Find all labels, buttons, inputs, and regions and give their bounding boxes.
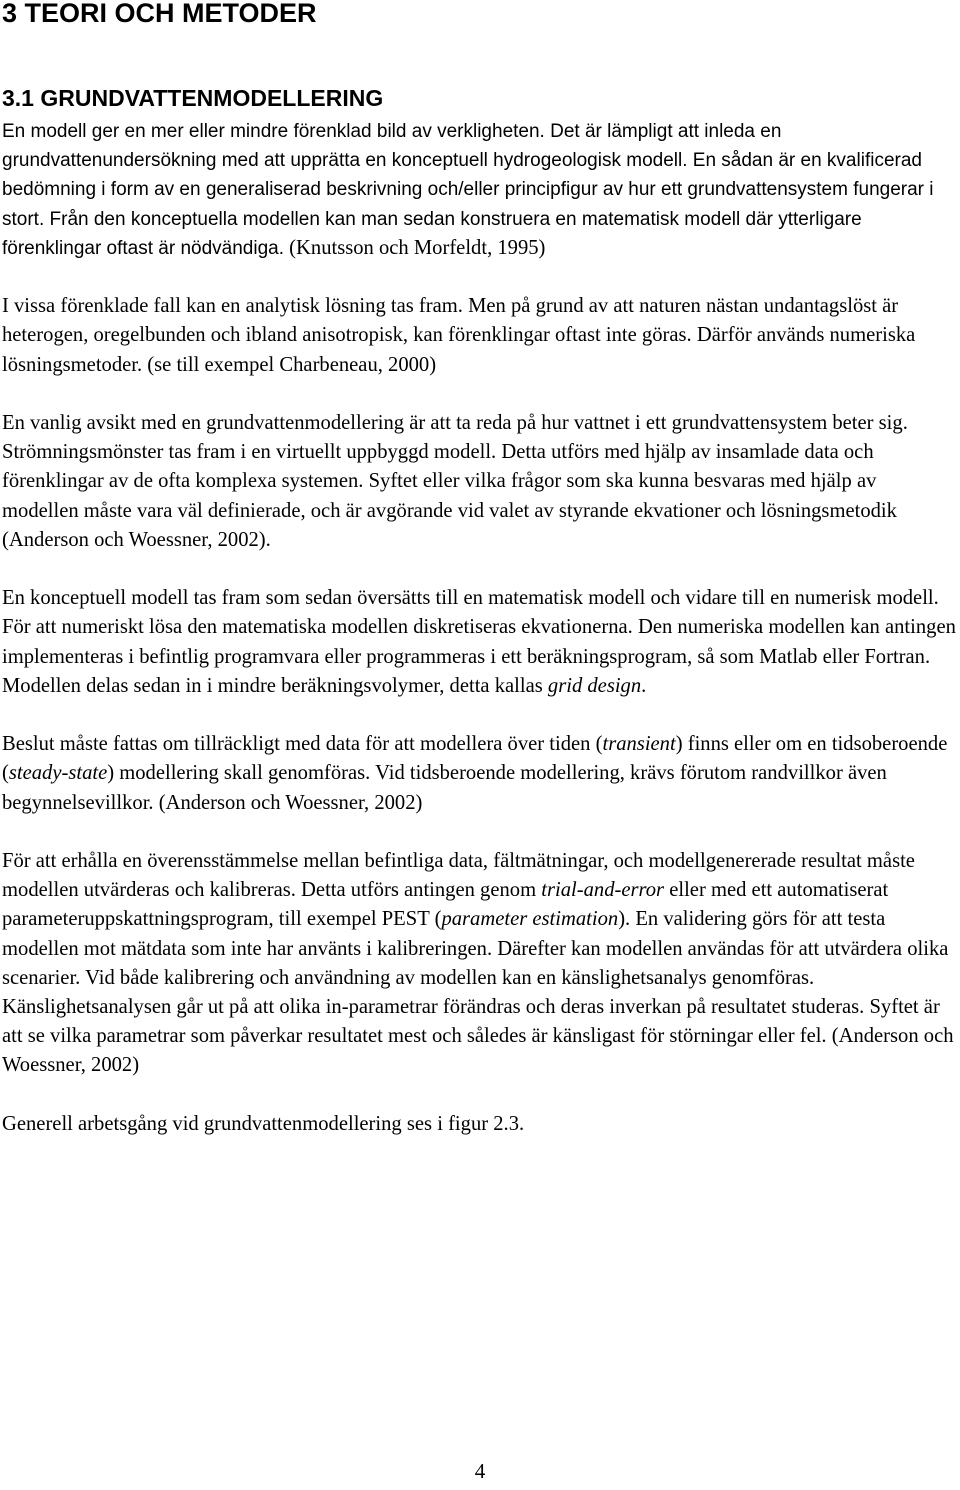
paragraph-5-text-a: Beslut måste fattas om tillräckligt med data för att modellera över tiden ( bbox=[2, 733, 603, 756]
paragraph-4 bbox=[2, 584, 958, 701]
paragraph-4-term-grid-design: grid design bbox=[547, 674, 642, 697]
paragraph-5-text-b: ) finns eller om en tidsoberoende ( bbox=[2, 733, 948, 785]
paragraph-6-term-trial-and-error: trial-and-error bbox=[541, 879, 665, 902]
paragraph-2-text: I vissa förenklade fall kan en analytisk lösning tas fram. Men på grund av att naturen nästan undantagslöst är heterogen, oregelbunden och ibland anisotropisk, kan förenklingar oftast inte göras. Därför används numeriska lösningsmetoder. (se till exempel Charbeneau, 2000) bbox=[2, 295, 916, 376]
paragraph-3-text: En vanlig avsikt med en grundvattenmodellering är att ta reda på hur vattnet i ett grundvattensystem beter sig. Strömningsmönster tas fram i en virtuellt uppbyggd modell. Detta utförs med hjälp av insamlade data och förenklingar av de ofta komplexa systemen. Syftet eller vilka frågor som ska kunna besvaras med hjälp av modellen måste vara väl definierade, och är avgörande vid valet av styrande ekvationer och lösningsmetodik (Anderson och Woessner, 2002). bbox=[2, 412, 908, 551]
paragraph-5-term-steady-state: steady-state bbox=[8, 762, 108, 785]
paragraph-4-text: En konceptuell modell tas fram som sedan översätts till en matematisk modell och vidare till en numerisk modell. För att numeriskt lösa den matematiska modellen diskretiseras ekvationerna. Den numeriska modellen kan antingen implementeras i befintlig programvara eller programmeras i ett beräkningsprogram, så som Matlab eller Fortran. Modellen delas sedan in i mindre beräkningsvolymer, detta kallas bbox=[2, 587, 956, 697]
paragraph-6 bbox=[2, 847, 958, 1081]
paragraph-1 bbox=[2, 117, 958, 263]
paragraph-6-text-a: För att erhålla en överensstämmelse mellan befintliga data, fältmätningar, och modellgenererade resultat måste modellen utvärderas och kalibreras. Detta utförs antingen genom bbox=[2, 850, 915, 902]
paragraph-6-text-b: eller med ett automatiserat parameteruppskattningsprogram, till exempel PEST ( bbox=[2, 879, 889, 931]
paragraph-4-period: . bbox=[641, 674, 647, 697]
chapter-heading: 3 TEORI OCH METODER bbox=[2, 0, 317, 28]
paragraph-5-text-c: ) modellering skall genomföras. Vid tidsberoende modellering, krävs förutom randvillkor även begynnelsevillkor. (Anderson och Woessner, 2002) bbox=[2, 762, 887, 814]
paragraph-2 bbox=[2, 292, 958, 380]
body-text bbox=[2, 117, 958, 1168]
paragraph-7 bbox=[2, 1110, 958, 1139]
paragraph-5-term-transient: transient bbox=[602, 733, 676, 756]
paragraph-3 bbox=[2, 409, 958, 555]
page-number: 4 bbox=[474, 1459, 486, 1483]
paragraph-1-text: En modell ger en mer eller mindre förenklad bild av verkligheten. Det är lämpligt att inleda en grundvattenundersökning med att upprätta en konceptuell hydrogeologisk modell. En sådan är en kvalificerad bedömning i form av en generaliserad beskrivning och/eller principfigur av hur ett grundvattensystem fungerar i stort. Från den konceptuella modellen kan man sedan konstruera en matematisk modell där ytterligare förenklingar oftast är nödvändiga. bbox=[2, 121, 934, 259]
section-heading: 3.1 GRUNDVATTENMODELLERING bbox=[2, 85, 384, 111]
paragraph-5 bbox=[2, 730, 958, 818]
paragraph-6-term-parameter-estimation: parameter estimation bbox=[441, 908, 619, 931]
paragraph-6-text-c: ). En validering görs för att testa modellen mot mätdata som inte har använts i kalibreringen. Därefter kan modellen användas för att utvärdera olika scenarier. Vid både kalibrering och användning av modellen kan en känslighetsanalys genomföras. Känslighetsanalysen går ut på att olika in-parametrar förändras och deras inverkan på resultatet studeras. Syftet är att se vilka parametrar som påverkar resultatet mest och således är känsligast för störningar eller fel. (Anderson och Woessner, 2002) bbox=[2, 908, 954, 1077]
paragraph-7-text: Generell arbetsgång vid grundvattenmodellering ses i figur 2.3. bbox=[2, 1112, 525, 1135]
paragraph-1-citation: (Knutsson och Morfeldt, 1995) bbox=[284, 236, 546, 259]
